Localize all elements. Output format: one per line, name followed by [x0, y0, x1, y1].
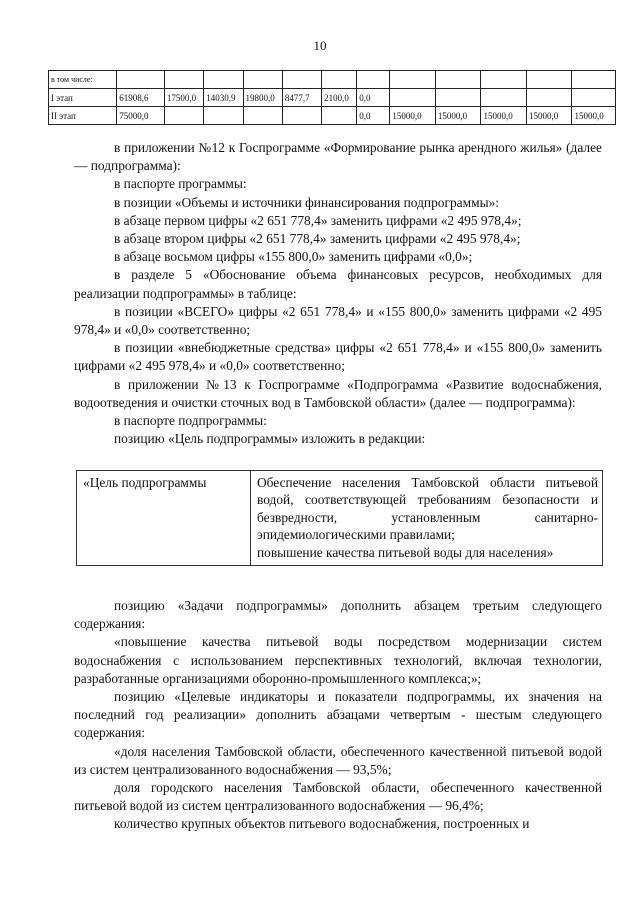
table-row: [77, 471, 603, 566]
goal-value-2: повышение качества питьевой воды для населения»: [257, 544, 554, 560]
table-cell: 14030,9: [204, 89, 243, 107]
table-row: [49, 89, 616, 107]
table-cell: 0,0: [357, 107, 390, 125]
row-label: I этап: [49, 89, 117, 107]
table-cell: 2100,0: [322, 89, 357, 107]
table-cell: 17500,0: [164, 89, 203, 107]
paragraph: в разделе 5 «Обоснование объема финансовых ресурсов, необходимых для реализации подпрограммы» в таблице:: [74, 267, 602, 301]
table-cell: 15000,0: [526, 107, 572, 125]
table-cell: 75000,0: [117, 107, 165, 125]
body-text-bottom: [74, 597, 602, 834]
row-label: II этап: [49, 107, 117, 125]
table-row: [49, 71, 616, 89]
table-cell: 61908,6: [117, 89, 165, 107]
table-cell: 8477,7: [282, 89, 321, 107]
paragraph: в позиции «внебюджетные средства» цифры «2 651 778,4» и «155 800,0» заменить цифрами «2 495 978,4» и «0,0» соответственно;: [74, 340, 602, 374]
goal-key: «Цель подпрограммы: [77, 471, 251, 566]
row-label: в том числе:: [49, 71, 117, 89]
table-cell: 19800,0: [243, 89, 282, 107]
paragraph: позицию «Целевые индикаторы и показатели подпрограммы, их значения на последний год реализации» дополнить абзацами четвертым - шестым следующего содержания:: [74, 689, 602, 741]
paragraph: в абзаце втором цифры «2 651 778,4» заменить цифрами «2 495 978,4»;: [114, 231, 521, 247]
goal-value-1: Обеспечение населения Тамбовской области питьевой водой, соответствующей требованиям безопасности и безвредности, установленным санитарно-эпидемиологическими правилами;: [257, 475, 598, 543]
paragraph: «повышение качества питьевой воды посредством модернизации систем водоснабжения с использованием перспективных технологий, включая технологии, разработанные организациями оборонно-промышленного комплекса;»;: [74, 634, 602, 686]
paragraph: в паспорте программы:: [114, 176, 247, 192]
table-cell: 15000,0: [390, 107, 436, 125]
table-cell: 15000,0: [481, 107, 527, 125]
paragraph: доля городского населения Тамбовской области, обеспеченного качественной питьевой водой из систем централизованного водоснабжения — 96,4%;: [74, 780, 602, 814]
paragraph: в позиции «Объемы и источники финансирования подпрограммы»:: [114, 194, 499, 210]
paragraph: позицию «Задачи подпрограммы» дополнить абзацем третьим следующего содержания:: [74, 598, 602, 632]
table-cell: 15000,0: [572, 107, 616, 125]
goal-table: [76, 470, 603, 566]
paragraph: количество крупных объектов питьевого водоснабжения, построенных и: [114, 816, 530, 832]
paragraph: в приложении №12 к Госпрограмме «Формирование рынка арендного жилья» (далее — подпрограмма):: [74, 140, 602, 174]
paragraph: в приложении №13 к Госпрограмме «Подпрограмма «Развитие водоснабжения, водоотведения и очистки сточных вод в Тамбовской области» (далее — подпрограмма):: [74, 376, 602, 410]
financing-table: [48, 70, 616, 125]
paragraph: позицию «Цель подпрограммы» изложить в редакции:: [114, 431, 426, 447]
table-row: [49, 107, 616, 125]
body-text-top: [74, 139, 602, 448]
paragraph: «доля населения Тамбовской области, обеспеченного качественной питьевой водой из систем централизованного водоснабжения — 93,5%;: [74, 743, 602, 777]
table-cell: 15000,0: [435, 107, 481, 125]
paragraph: в паспорте подпрограммы:: [114, 413, 267, 429]
goal-value: [251, 471, 603, 566]
page-number: 10: [313, 38, 327, 53]
table-cell: 0,0: [357, 89, 390, 107]
paragraph: в абзаце восьмом цифры «155 800,0» заменить цифрами «0,0»;: [114, 249, 473, 265]
paragraph: в позиции «ВСЕГО» цифры «2 651 778,4» и «155 800,0» заменить цифрами «2 495 978,4» и «0,0» соответственно;: [74, 303, 602, 338]
paragraph: в абзаце первом цифры «2 651 778,4» заменить цифрами «2 495 978,4»;: [114, 212, 522, 228]
